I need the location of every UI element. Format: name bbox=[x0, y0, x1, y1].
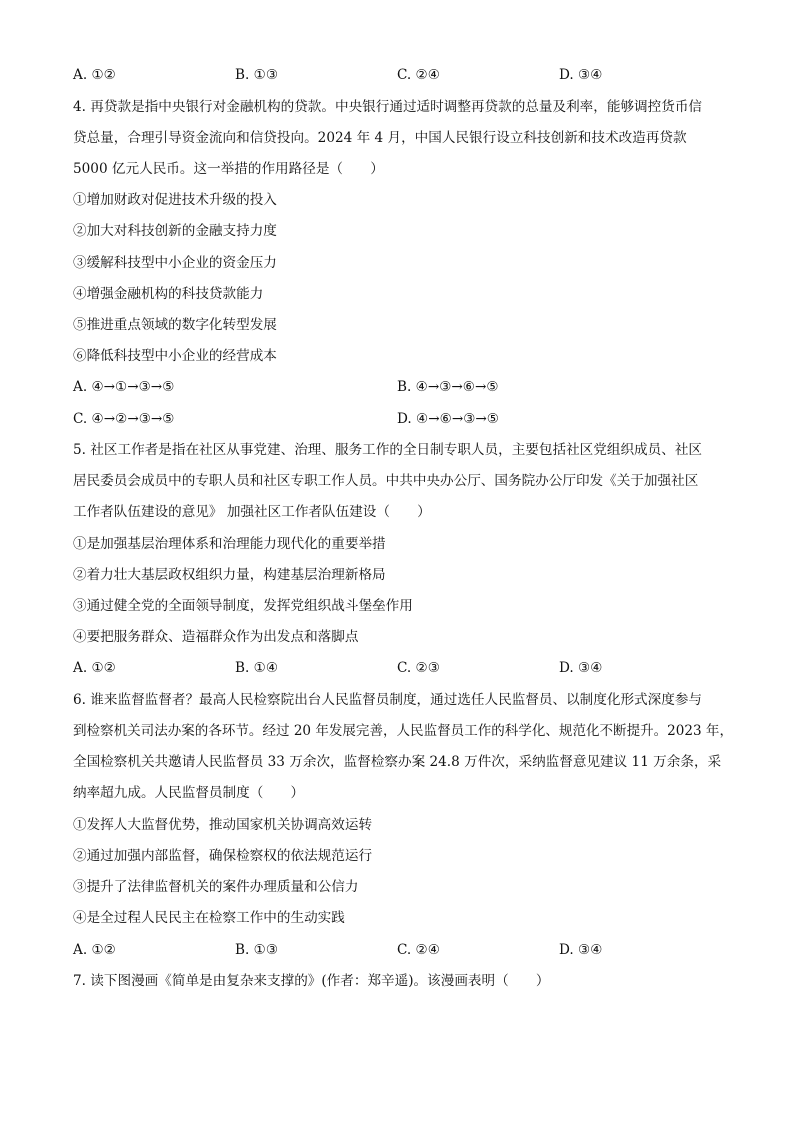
q4-option-c[interactable]: C. ④→②→③→⑤ bbox=[73, 411, 175, 427]
q5-item-3: ③通过健全党的全面领导制度，发挥党组织战斗堡垒作用 bbox=[73, 598, 413, 614]
q4-item-4: ④增强金融机构的科技贷款能力 bbox=[73, 286, 264, 302]
q4-stem-line-3: 5000 亿元人民币。这一举措的作用路径是（ ） bbox=[73, 161, 384, 177]
q3-option-d[interactable]: D. ③④ bbox=[559, 67, 603, 83]
q5-option-a[interactable]: A. ①② bbox=[73, 660, 116, 676]
q5-option-b[interactable]: B. ①④ bbox=[235, 660, 279, 676]
q5-option-c[interactable]: C. ②③ bbox=[397, 660, 440, 676]
q6-stem-line-2: 到检察机关司法办案的各环节。经过 20 年发展完善，人民监督员工作的科学化、规范化不断提升。2023 年， bbox=[73, 723, 733, 739]
q3-options bbox=[73, 65, 733, 85]
q5-item-4: ④要把服务群众、造福群众作为出发点和落脚点 bbox=[73, 629, 359, 645]
q6-option-b[interactable]: B. ①③ bbox=[235, 942, 279, 958]
q7-stem-line-1: 7. 读下图漫画《简单是由复杂来支撑的》(作者：郑辛遥)。该漫画表明（ ） bbox=[73, 973, 550, 989]
q4-stem-line-2: 贷总量，合理引导资金流向和信贷投向。2024 年 4 月，中国人民银行设立科技创新和技术改造再贷款 bbox=[73, 130, 687, 146]
q6-item-1: ①发挥人大监督优势，推动国家机关协调高效运转 bbox=[73, 817, 373, 833]
q4-option-b[interactable]: B. ④→③→⑥→⑤ bbox=[397, 379, 499, 395]
q3-option-c[interactable]: C. ②④ bbox=[397, 67, 440, 83]
q6-item-3: ③提升了法律监督机关的案件办理质量和公信力 bbox=[73, 879, 359, 895]
q5-option-d[interactable]: D. ③④ bbox=[559, 660, 603, 676]
q4-item-1: ①增加财政对促进技术升级的投入 bbox=[73, 192, 277, 208]
q6-option-a[interactable]: A. ①② bbox=[73, 942, 116, 958]
q6-option-d[interactable]: D. ③④ bbox=[559, 942, 603, 958]
q6-item-2: ②通过加强内部监督，确保检察权的依法规范运行 bbox=[73, 848, 373, 864]
q6-option-c[interactable]: C. ②④ bbox=[397, 942, 440, 958]
q4-options-row-2 bbox=[73, 409, 733, 429]
q6-stem-line-3: 全国检察机关共邀请人民监督员 33 万余次，监督检察办案 24.8 万件次，采纳监督意见建议 11 万余条，采 bbox=[73, 754, 722, 770]
q5-item-1: ①是加强基层治理体系和治理能力现代化的重要举措 bbox=[73, 536, 386, 552]
q4-item-2: ②加大对科技创新的金融支持力度 bbox=[73, 223, 277, 239]
q3-option-a[interactable]: A. ①② bbox=[73, 67, 116, 83]
q4-option-d[interactable]: D. ④→⑥→③→⑤ bbox=[397, 411, 499, 427]
q3-option-b[interactable]: B. ①③ bbox=[235, 67, 279, 83]
q4-item-3: ③缓解科技型中小企业的资金压力 bbox=[73, 255, 277, 271]
q6-item-4: ④是全过程人民民主在检察工作中的生动实践 bbox=[73, 910, 345, 926]
q5-stem-line-1: 5. 社区工作者是指在社区从事党建、治理、服务工作的全日制专职人员，主要包括社区党组织成员、社区 bbox=[73, 442, 703, 458]
q4-options-row-1 bbox=[73, 377, 733, 397]
q5-options bbox=[73, 658, 733, 678]
q6-stem-line-4: 纳率超九成。人民监督员制度（ ） bbox=[73, 785, 305, 801]
q5-stem-line-3: 工作者队伍建设的意见》 加强社区工作者队伍建设（ ） bbox=[73, 504, 431, 520]
q4-option-a[interactable]: A. ④→①→③→⑤ bbox=[73, 379, 175, 395]
q6-stem-line-1: 6. 谁来监督监督者？最高人民检察院出台人民监督员制度，通过选任人民监督员、以制度化形式深度参与 bbox=[73, 692, 703, 708]
q5-item-2: ②着力壮大基层政权组织力量，构建基层治理新格局 bbox=[73, 567, 386, 583]
q4-item-6: ⑥降低科技型中小企业的经营成本 bbox=[73, 348, 277, 364]
q4-item-5: ⑤推进重点领域的数字化转型发展 bbox=[73, 317, 277, 333]
q4-stem-line-1: 4. 再贷款是指中央银行对金融机构的贷款。中央银行通过适时调整再贷款的总量及利率，能够调控货币信 bbox=[73, 99, 703, 115]
q6-options bbox=[73, 940, 733, 960]
q5-stem-line-2: 居民委员会成员中的专职人员和社区专职工作人员。中共中央办公厅、国务院办公厅印发《关于加强社区 bbox=[73, 473, 699, 489]
